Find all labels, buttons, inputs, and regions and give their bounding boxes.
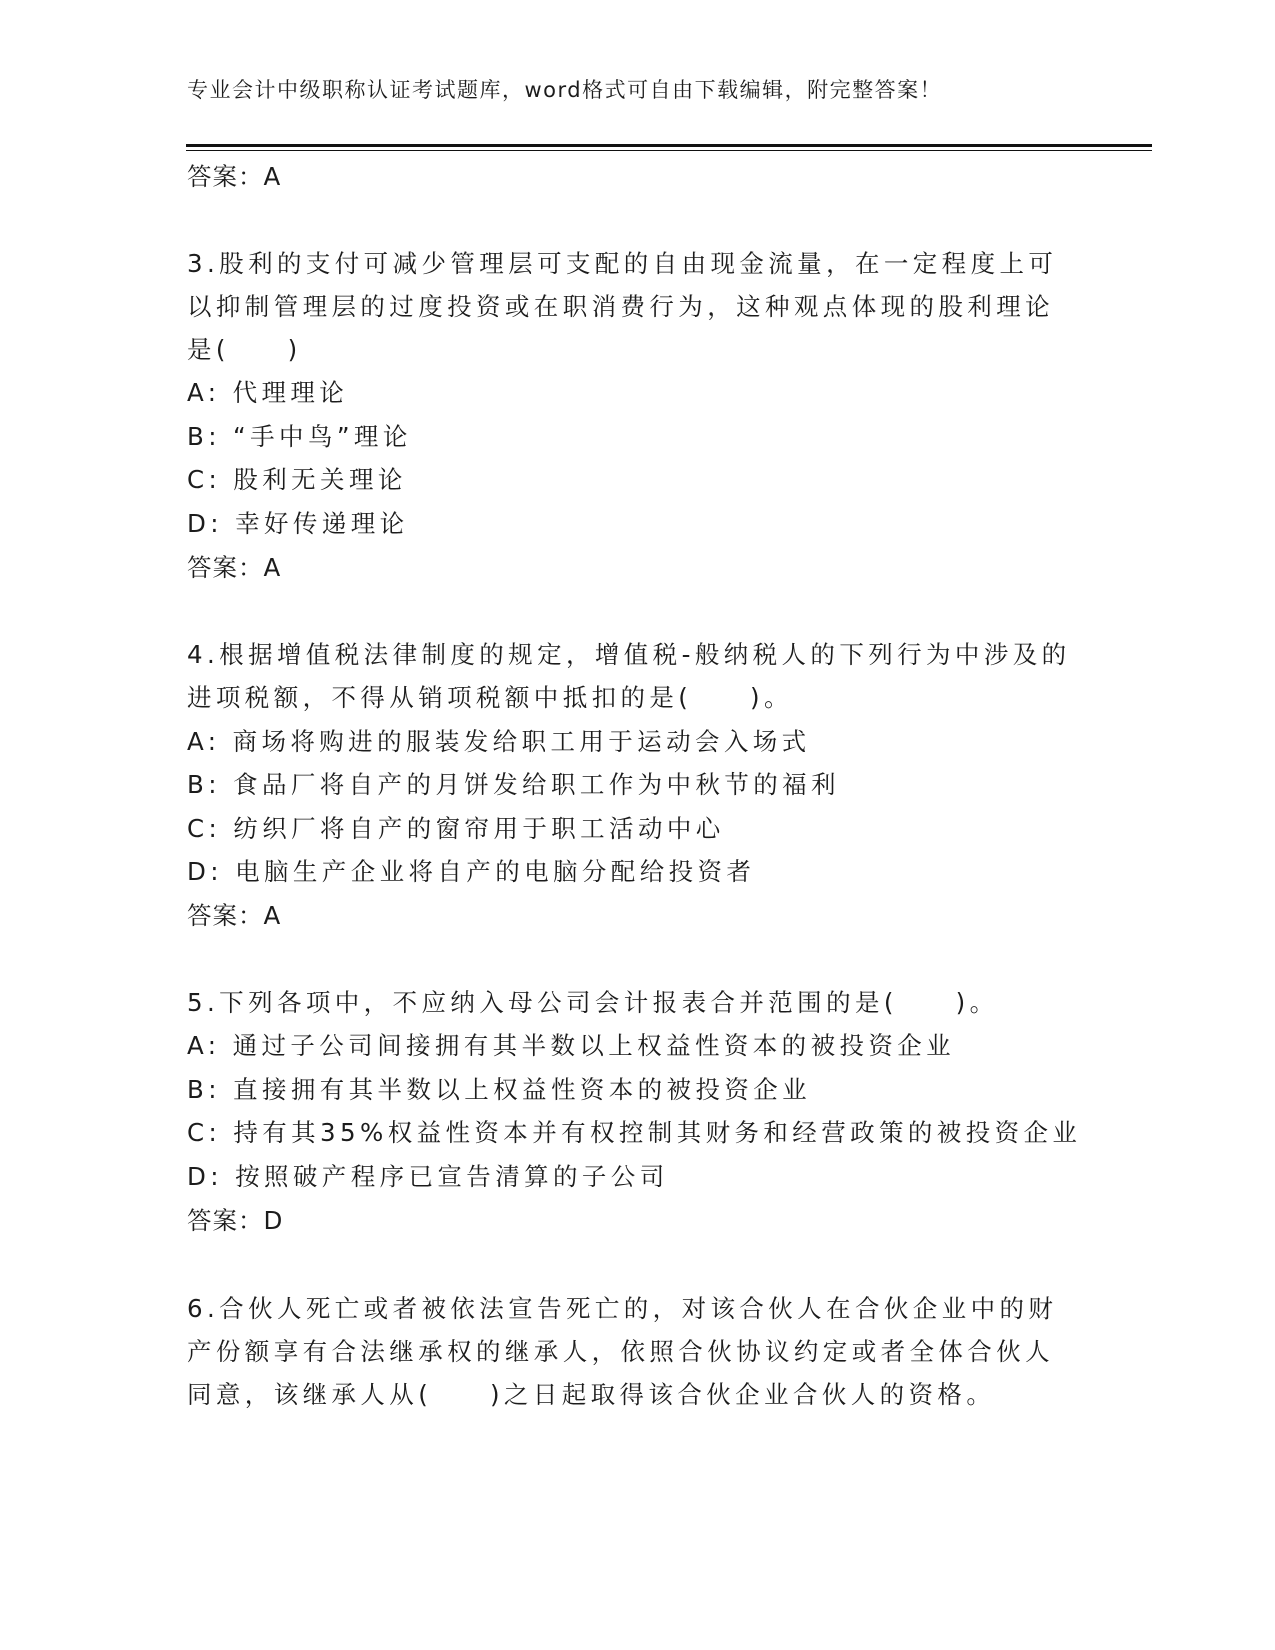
question-4-line-1: 4.根据增值税法律制度的规定，增值税-般纳税人的下列行为中涉及的 bbox=[187, 640, 1071, 669]
header-divider-thick bbox=[186, 144, 1152, 147]
question-5-option-c: C: 持有其35%权益性资本并有权控制其财务和经营政策的被投资企业 bbox=[187, 1118, 1082, 1147]
question-6-line-2: 产份额享有合法继承权的继承人，依照合伙协议约定或者全体合伙人 bbox=[187, 1337, 1054, 1366]
question-6-line-1: 6.合伙人死亡或者被依法宣告死亡的，对该合伙人在合伙企业中的财 bbox=[187, 1294, 1058, 1323]
header-divider-thin bbox=[186, 150, 1152, 151]
question-3-option-c: C: 股利无关理论 bbox=[187, 465, 407, 494]
question-4-option-b: B: 食品厂将自产的月饼发给职工作为中秋节的福利 bbox=[187, 770, 840, 799]
question-3-option-b: B: “手中鸟”理论 bbox=[187, 422, 412, 451]
question-5-option-a: A: 通过子公司间接拥有其半数以上权益性资本的被投资企业 bbox=[187, 1031, 956, 1060]
question-3-line-2: 以抑制管理层的过度投资或在职消费行为，这种观点体现的股利理论 bbox=[187, 292, 1054, 321]
question-6-line-3: 同意，该继承人从( )之日起取得该合伙企业合伙人的资格。 bbox=[187, 1380, 996, 1409]
question-3-line-1: 3.股利的支付可减少管理层可支配的自由现金流量，在一定程度上可 bbox=[187, 249, 1058, 278]
question-4-option-a: A: 商场将购进的服装发给职工用于运动会入场式 bbox=[187, 727, 811, 756]
answer-q5: 答案：D bbox=[187, 1206, 284, 1235]
question-4-option-c: C: 纺织厂将自产的窗帘用于职工活动中心 bbox=[187, 814, 725, 843]
question-3-option-d: D: 幸好传递理论 bbox=[187, 509, 409, 538]
question-5-option-b: B: 直接拥有其半数以上权益性资本的被投资企业 bbox=[187, 1075, 812, 1104]
answer-q4: 答案：A bbox=[187, 901, 282, 930]
question-4-option-d: D: 电脑生产企业将自产的电脑分配给投资者 bbox=[187, 857, 756, 886]
answer-q2: 答案：A bbox=[187, 162, 282, 191]
page-header: 专业会计中级职称认证考试题库，word格式可自由下载编辑，附完整答案！ bbox=[187, 78, 943, 102]
answer-q3: 答案：A bbox=[187, 553, 282, 582]
question-5-line-1: 5.下列各项中，不应纳入母公司会计报表合并范围的是( )。 bbox=[187, 988, 999, 1017]
question-3-option-a: A: 代理理论 bbox=[187, 378, 349, 407]
question-5-option-d: D: 按照破产程序已宣告清算的子公司 bbox=[187, 1162, 669, 1191]
question-3-line-3: 是( ) bbox=[187, 335, 302, 364]
question-4-line-2: 进项税额，不得从销项税额中抵扣的是( )。 bbox=[187, 683, 793, 712]
